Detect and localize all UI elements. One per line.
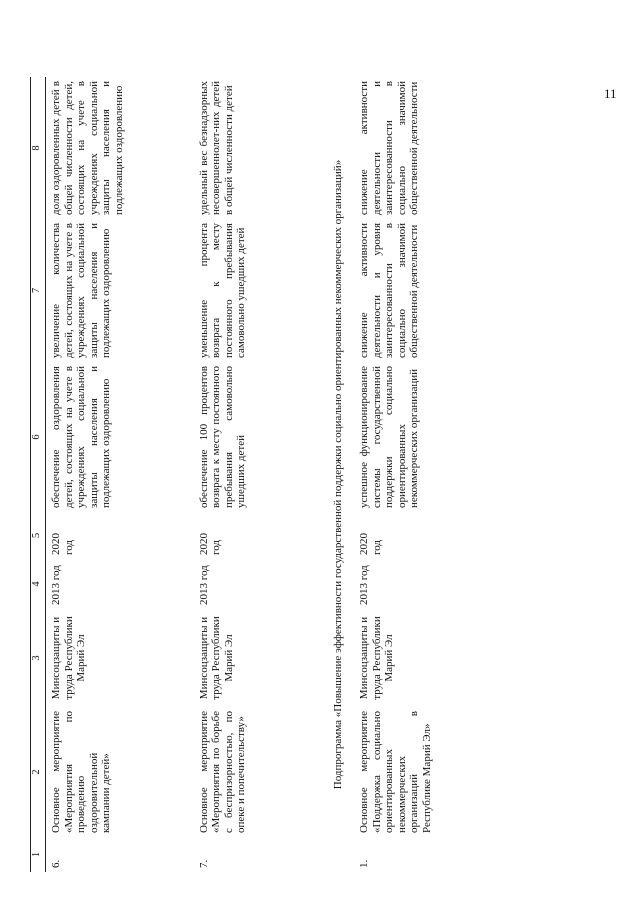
column-number: 5	[31, 512, 46, 559]
column-number: 7	[31, 219, 46, 362]
start-year: 2013 год	[50, 565, 62, 605]
start-year: 2013 год	[197, 565, 210, 605]
activity-name: Основное мероприятие «Поддержка социально ориентированных некоммерческих организаций в Республике Марий Эл»	[358, 711, 433, 833]
column-number: 6	[31, 362, 46, 512]
non-implementation-consequence: снижение активности деятельности и уровня заинтересованности в социально значимой общественной деятельности	[358, 223, 420, 358]
start-year: 2013 год	[358, 565, 370, 605]
subprogram-row	[324, 77, 355, 872]
column-number: 2	[31, 707, 46, 837]
activity-name: Основное мероприятие «Мероприятия по проведению оздоровительной кампании детей»	[50, 711, 112, 833]
related-indicator: удельный вес безнадзорных несовершеннолет-них детей в общей численности детей	[197, 81, 235, 215]
page-number: 11	[604, 86, 617, 101]
column-number: 8	[31, 77, 46, 219]
end-year: 2020 год	[358, 533, 383, 555]
non-implementation-consequence: увеличение количества детей, состоящих на учете в учреждениях социальной защиты населения и подлежащих оздоровлению	[50, 223, 112, 358]
column-number-row	[31, 77, 46, 872]
activity-name: Основное мероприятие «Мероприятия по борьбе с беспризорностью, по опеке и попечительству»	[197, 711, 247, 833]
row-number: 6.	[50, 859, 62, 868]
related-indicator: снижение активности деятельности и заинтересованности в социально значимой общественной деятельности	[358, 81, 420, 215]
end-year: 2020 год	[197, 533, 222, 555]
related-indicator: доля оздоровленных детей в общей численности детей, состоящих на учете в учреждениях социальной защиты населения и подлежащих оздоровлению	[50, 81, 125, 215]
table-row	[354, 77, 494, 872]
end-year: 2020 год	[50, 533, 75, 555]
row-number: 7.	[197, 859, 210, 868]
column-number: 1	[31, 837, 46, 872]
table-row	[46, 77, 194, 872]
executor: Минсоцзащиты и труда Республики Марий Эл	[197, 616, 235, 700]
executor: Минсоцзащиты и труда Республики Марий Эл	[50, 616, 87, 700]
rotated-page-content	[30, 77, 530, 872]
expected-result: обеспечение оздоровления детей, состоящих на учете в учреждениях социальной защиты населения и подлежащих оздоровлению	[50, 366, 112, 508]
column-number: 3	[31, 609, 46, 707]
row-number: 1.	[358, 859, 370, 868]
expected-result: обеспечение 100 процентов возврата к месту постоянного пребывания самовольно ушедших детей	[197, 366, 247, 508]
non-implementation-consequence: уменьшение процента возврата к месту постоянного пребывания самовольно ушедших детей	[197, 223, 247, 358]
expected-result: успешное функционирование системы государственной поддержки социально ориентированных некоммерческих организаций	[358, 366, 420, 508]
activities-table	[30, 77, 494, 872]
executor: Минсоцзащиты и труда Республики Марий Эл	[358, 616, 395, 700]
table-row	[194, 77, 324, 872]
subprogram-title: Подпрограмма «Повышение эффективности государственной поддержки социально ориентированных некоммерческих организаций»	[331, 159, 344, 790]
column-number: 4	[31, 559, 46, 609]
